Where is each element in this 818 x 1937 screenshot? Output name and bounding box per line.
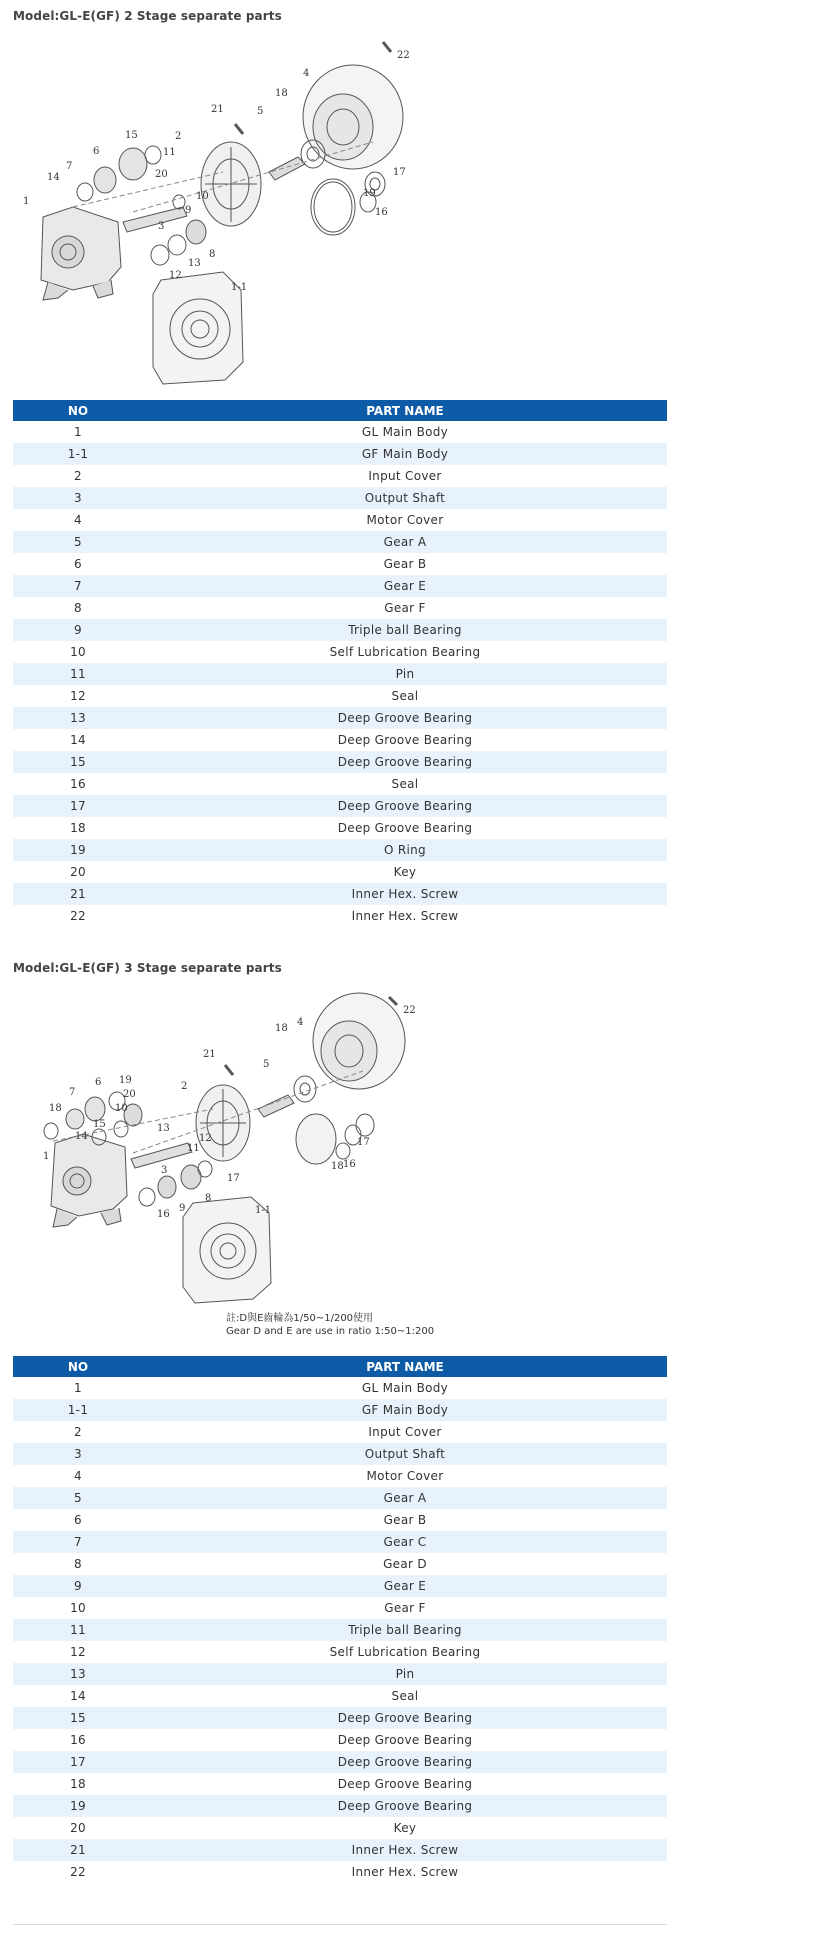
cell-part-name: Key	[143, 1817, 667, 1839]
cell-no: 8	[13, 597, 143, 619]
column-header-no: NO	[13, 400, 143, 421]
svg-text:2: 2	[181, 1081, 188, 1092]
svg-text:9: 9	[179, 1203, 186, 1214]
cell-no: 14	[13, 729, 143, 751]
cell-no: 6	[13, 1509, 143, 1531]
svg-text:13: 13	[188, 258, 201, 269]
cell-no: 7	[13, 575, 143, 597]
svg-text:8: 8	[209, 249, 216, 260]
cell-no: 22	[13, 905, 143, 927]
cell-no: 1	[13, 1377, 143, 1399]
svg-text:17: 17	[393, 167, 406, 178]
svg-text:9: 9	[185, 205, 192, 216]
table-row	[13, 1421, 667, 1443]
cell-part-name: Seal	[143, 1685, 667, 1707]
svg-text:11: 11	[187, 1143, 200, 1154]
svg-text:3: 3	[158, 221, 165, 232]
cell-part-name: Gear E	[143, 575, 667, 597]
cell-no: 17	[13, 795, 143, 817]
table-row	[13, 1861, 667, 1883]
cell-no: 2	[13, 465, 143, 487]
parts-table-3stage	[13, 1356, 667, 1883]
cell-part-name: Deep Groove Bearing	[143, 1795, 667, 1817]
cell-part-name: Gear A	[143, 531, 667, 553]
cell-part-name: Inner Hex. Screw	[143, 1839, 667, 1861]
divider	[13, 1924, 667, 1925]
table-row	[13, 641, 667, 663]
svg-text:6: 6	[93, 146, 100, 157]
cell-part-name: Output Shaft	[143, 1443, 667, 1465]
svg-text:11: 11	[163, 147, 176, 158]
cell-no: 14	[13, 1685, 143, 1707]
cell-no: 9	[13, 619, 143, 641]
table-row	[13, 1553, 667, 1575]
svg-text:3: 3	[161, 1165, 168, 1176]
cell-no: 15	[13, 1707, 143, 1729]
cell-part-name: Output Shaft	[143, 487, 667, 509]
cell-part-name: Motor Cover	[143, 509, 667, 531]
cell-no: 11	[13, 663, 143, 685]
table-row	[13, 883, 667, 905]
cell-part-name: Deep Groove Bearing	[143, 729, 667, 751]
cell-no: 10	[13, 1597, 143, 1619]
table-row	[13, 465, 667, 487]
svg-text:7: 7	[69, 1087, 76, 1098]
cell-no: 3	[13, 487, 143, 509]
svg-text:10: 10	[196, 191, 209, 202]
table-row	[13, 1443, 667, 1465]
table-row	[13, 707, 667, 729]
table-row	[13, 1707, 667, 1729]
table-row	[13, 509, 667, 531]
table-row	[13, 795, 667, 817]
cell-part-name: Key	[143, 861, 667, 883]
cell-part-name: GF Main Body	[143, 443, 667, 465]
cell-no: 1-1	[13, 1399, 143, 1421]
cell-no: 19	[13, 1795, 143, 1817]
table-row	[13, 839, 667, 861]
table-row	[13, 1575, 667, 1597]
table-row	[13, 1751, 667, 1773]
cell-no: 20	[13, 1817, 143, 1839]
cell-no: 22	[13, 1861, 143, 1883]
table-row	[13, 553, 667, 575]
svg-text:21: 21	[211, 104, 224, 115]
cell-no: 12	[13, 685, 143, 707]
cell-part-name: Gear B	[143, 553, 667, 575]
section-title: Model:GL-E(GF) 2 Stage separate parts	[13, 9, 282, 23]
table-row	[13, 619, 667, 641]
cell-no: 5	[13, 531, 143, 553]
cell-part-name: Gear A	[143, 1487, 667, 1509]
ratio-note-english: Gear D and E are use in ratio 1:50~1:200	[226, 1326, 435, 1337]
table-row	[13, 597, 667, 619]
cell-no: 13	[13, 1663, 143, 1685]
svg-text:1: 1	[43, 1151, 50, 1162]
cell-no: 18	[13, 1773, 143, 1795]
cell-part-name: Input Cover	[143, 1421, 667, 1443]
svg-text:1-1: 1-1	[255, 1205, 272, 1216]
cell-part-name: Motor Cover	[143, 1465, 667, 1487]
table-row	[13, 443, 667, 465]
svg-text:18: 18	[275, 1023, 288, 1034]
cell-part-name: GF Main Body	[143, 1399, 667, 1421]
table-row	[13, 1817, 667, 1839]
table-row	[13, 1531, 667, 1553]
table-row	[13, 531, 667, 553]
svg-text:1: 1	[23, 196, 30, 207]
table-row	[13, 1773, 667, 1795]
svg-text:16: 16	[343, 1159, 356, 1170]
cell-no: 13	[13, 707, 143, 729]
cell-part-name: Inner Hex. Screw	[143, 1861, 667, 1883]
cell-part-name: Deep Groove Bearing	[143, 795, 667, 817]
svg-text:20: 20	[123, 1089, 136, 1100]
cell-no: 21	[13, 883, 143, 905]
cell-part-name: Triple ball Bearing	[143, 1619, 667, 1641]
cell-part-name: Deep Groove Bearing	[143, 751, 667, 773]
svg-text:22: 22	[403, 1005, 416, 1016]
table-row	[13, 1795, 667, 1817]
cell-part-name: Deep Groove Bearing	[143, 707, 667, 729]
cell-part-name: Gear F	[143, 597, 667, 619]
svg-text:15: 15	[125, 130, 138, 141]
cell-no: 19	[13, 839, 143, 861]
column-header-no: NO	[13, 1356, 143, 1377]
cell-part-name: Gear B	[143, 1509, 667, 1531]
cell-part-name: O Ring	[143, 839, 667, 861]
svg-text:12: 12	[199, 1133, 212, 1144]
cell-no: 10	[13, 641, 143, 663]
svg-text:8: 8	[205, 1193, 212, 1204]
svg-text:21: 21	[203, 1049, 216, 1060]
table-row	[13, 751, 667, 773]
cell-part-name: Seal	[143, 773, 667, 795]
svg-text:7: 7	[66, 161, 73, 172]
parts-table-2stage	[13, 400, 667, 927]
svg-text:2: 2	[175, 131, 182, 142]
cell-part-name: Seal	[143, 685, 667, 707]
cell-no: 7	[13, 1531, 143, 1553]
cell-no: 6	[13, 553, 143, 575]
table-row	[13, 1839, 667, 1861]
svg-text:4: 4	[297, 1017, 304, 1028]
cell-no: 18	[13, 817, 143, 839]
svg-text:4: 4	[303, 68, 310, 79]
svg-text:1-1: 1-1	[231, 282, 248, 293]
cell-no: 15	[13, 751, 143, 773]
cell-no: 16	[13, 773, 143, 795]
cell-no: 3	[13, 1443, 143, 1465]
svg-text:5: 5	[257, 106, 264, 117]
svg-text:10: 10	[115, 1103, 128, 1114]
svg-text:14: 14	[75, 1131, 88, 1142]
cell-part-name: Inner Hex. Screw	[143, 905, 667, 927]
column-header-part-name: PART NAME	[143, 400, 667, 421]
svg-text:16: 16	[157, 1209, 170, 1220]
cell-part-name: Self Lubrication Bearing	[143, 641, 667, 663]
cell-part-name: Deep Groove Bearing	[143, 1773, 667, 1795]
table-row	[13, 1509, 667, 1531]
svg-text:22: 22	[397, 50, 410, 61]
cell-part-name: Deep Groove Bearing	[143, 1707, 667, 1729]
column-header-part-name: PART NAME	[143, 1356, 667, 1377]
cell-no: 5	[13, 1487, 143, 1509]
table-row	[13, 1685, 667, 1707]
table-row	[13, 1663, 667, 1685]
section-title: Model:GL-E(GF) 3 Stage separate parts	[13, 961, 282, 975]
table-row	[13, 861, 667, 883]
cell-no: 16	[13, 1729, 143, 1751]
svg-text:6: 6	[95, 1077, 102, 1088]
svg-text:16: 16	[375, 207, 388, 218]
cell-part-name: GL Main Body	[143, 421, 667, 443]
table-row	[13, 1399, 667, 1421]
svg-text:14: 14	[47, 172, 60, 183]
cell-part-name: Triple ball Bearing	[143, 619, 667, 641]
table-row	[13, 1597, 667, 1619]
svg-text:12: 12	[169, 270, 182, 281]
table-row	[13, 487, 667, 509]
cell-no: 1	[13, 421, 143, 443]
table-row	[13, 1619, 667, 1641]
svg-text:13: 13	[157, 1123, 170, 1134]
cell-part-name: Deep Groove Bearing	[143, 817, 667, 839]
cell-no: 12	[13, 1641, 143, 1663]
cell-part-name: Self Lubrication Bearing	[143, 1641, 667, 1663]
exploded-diagram-3stage	[13, 991, 435, 1343]
exploded-diagram-2stage	[13, 32, 413, 388]
svg-text:20: 20	[155, 169, 168, 180]
svg-text:15: 15	[93, 1119, 106, 1130]
svg-text:19: 19	[363, 188, 376, 199]
table-row	[13, 1641, 667, 1663]
cell-part-name: Gear F	[143, 1597, 667, 1619]
table-row	[13, 663, 667, 685]
cell-part-name: Deep Groove Bearing	[143, 1751, 667, 1773]
cell-part-name: Gear C	[143, 1531, 667, 1553]
table-row	[13, 421, 667, 443]
cell-no: 21	[13, 1839, 143, 1861]
svg-text:18: 18	[275, 88, 288, 99]
cell-no: 8	[13, 1553, 143, 1575]
cell-no: 9	[13, 1575, 143, 1597]
cell-part-name: Gear E	[143, 1575, 667, 1597]
svg-text:18: 18	[49, 1103, 62, 1114]
table-row	[13, 905, 667, 927]
cell-no: 4	[13, 1465, 143, 1487]
cell-part-name: Pin	[143, 663, 667, 685]
cell-no: 2	[13, 1421, 143, 1443]
cell-no: 20	[13, 861, 143, 883]
svg-text:17: 17	[357, 1137, 370, 1148]
svg-text:5: 5	[263, 1059, 270, 1070]
cell-no: 4	[13, 509, 143, 531]
table-row	[13, 1465, 667, 1487]
cell-no: 17	[13, 1751, 143, 1773]
ratio-note-chinese: 註:D與E齒輪為1/50~1/200使用	[226, 1313, 374, 1324]
table-row	[13, 1729, 667, 1751]
table-row	[13, 729, 667, 751]
svg-text:17: 17	[227, 1173, 240, 1184]
table-row	[13, 817, 667, 839]
table-row	[13, 773, 667, 795]
table-row	[13, 575, 667, 597]
svg-text:18: 18	[331, 1161, 344, 1172]
table-row	[13, 685, 667, 707]
cell-part-name: Input Cover	[143, 465, 667, 487]
cell-part-name: Inner Hex. Screw	[143, 883, 667, 905]
table-header-row	[13, 1356, 667, 1377]
table-row	[13, 1377, 667, 1399]
cell-no: 1-1	[13, 443, 143, 465]
cell-part-name: GL Main Body	[143, 1377, 667, 1399]
svg-text:19: 19	[119, 1075, 132, 1086]
cell-part-name: Gear D	[143, 1553, 667, 1575]
table-header-row	[13, 400, 667, 421]
table-row	[13, 1487, 667, 1509]
cell-part-name: Deep Groove Bearing	[143, 1729, 667, 1751]
cell-part-name: Pin	[143, 1663, 667, 1685]
cell-no: 11	[13, 1619, 143, 1641]
